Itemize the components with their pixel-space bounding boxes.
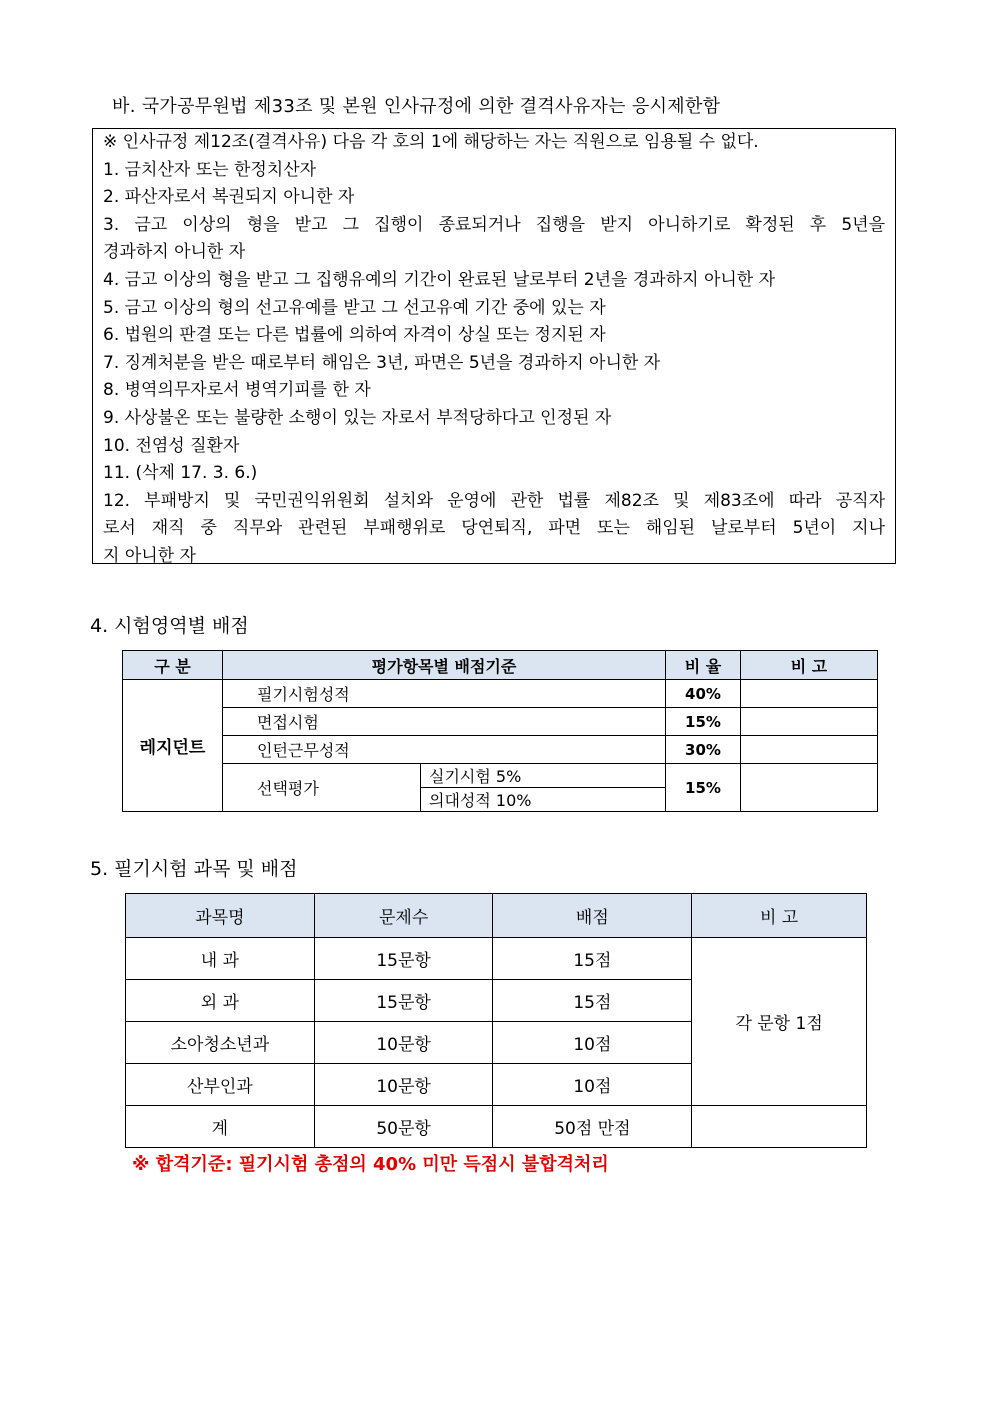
subject-cell: 외 과 — [126, 980, 315, 1022]
rule-item: 지 아니한 자 — [103, 545, 196, 566]
ratio-value: 15% — [666, 764, 741, 812]
criteria-subitem: 의대성적 10% — [421, 788, 666, 812]
total-label: 계 — [126, 1106, 315, 1148]
disqualification-intro: 바. 국가공무원법 제33조 및 본원 인사규정에 의한 결격사유자는 응시제한함 — [112, 96, 721, 117]
rule-item: 9. 사상불온 또는 불량한 소행이 있는 자로서 부적당하다고 인정된 자 — [103, 407, 612, 428]
header-score: 배점 — [493, 894, 692, 938]
score-cell: 15점 — [493, 938, 692, 980]
criteria-subitem: 실기시험 5% — [421, 764, 666, 788]
header-note: 비 고 — [692, 894, 867, 938]
count-cell: 15문항 — [314, 938, 493, 980]
header-criteria: 평가항목별 배점기준 — [223, 651, 666, 680]
table-header-row — [126, 894, 867, 938]
total-score: 50점 만점 — [493, 1106, 692, 1148]
group-label: 레지던트 — [123, 680, 223, 812]
table-row — [123, 764, 878, 788]
subject-cell: 소아청소년과 — [126, 1022, 315, 1064]
total-row — [126, 1106, 867, 1148]
note-cell — [741, 708, 878, 736]
rule-item: 로서 재직 중 직무와 관련된 부패행위로 당연퇴직, 파면 또는 해임된 날로부터 5년이 지나 — [103, 518, 885, 539]
note-cell — [741, 680, 878, 708]
rule-item: 12. 부패방지 및 국민권익위원회 설치와 운영에 관한 법률 제82조 및 제83조에 따라 공직자 — [103, 490, 885, 511]
score-allocation-table — [122, 650, 878, 812]
count-cell: 10문항 — [314, 1064, 493, 1106]
criteria-item: 인턴근무성적 — [223, 736, 666, 764]
table-row — [126, 938, 867, 980]
rule-item: 5. 금고 이상의 형의 선고유예를 받고 그 선고유예 기간 중에 있는 자 — [103, 297, 606, 318]
score-cell: 15점 — [493, 980, 692, 1022]
count-cell: 15문항 — [314, 980, 493, 1022]
criteria-item: 면접시험 — [223, 708, 666, 736]
table-row — [123, 708, 878, 736]
rule-item: 10. 전염성 질환자 — [103, 435, 240, 456]
total-note — [692, 1106, 867, 1148]
ratio-value: 15% — [666, 708, 741, 736]
pass-criteria-note: ※ 합격기준: 필기시험 총점의 40% 미만 득점시 불합격처리 — [132, 1154, 609, 1175]
disqualification-rule-box — [92, 128, 896, 564]
header-count: 문제수 — [314, 894, 493, 938]
rule-item: 경과하지 아니한 자 — [103, 242, 246, 263]
note-cell — [741, 736, 878, 764]
ratio-value: 40% — [666, 680, 741, 708]
rule-item: 4. 금고 이상의 형을 받고 그 집행유예의 기간이 완료된 날로부터 2년을 경과하지 아니한 자 — [103, 269, 776, 290]
table-row — [123, 736, 878, 764]
header-ratio: 비 율 — [666, 651, 741, 680]
rule-item: 6. 법원의 판결 또는 다른 법률에 의하여 자격이 상실 또는 정지된 자 — [103, 325, 606, 346]
header-category: 구 분 — [123, 651, 223, 680]
written-exam-table — [125, 893, 867, 1148]
total-count: 50문항 — [314, 1106, 493, 1148]
section4-heading: 4. 시험영역별 배점 — [90, 615, 249, 637]
merged-note-cell: 각 문항 1점 — [692, 938, 867, 1106]
ratio-value: 30% — [666, 736, 741, 764]
score-cell: 10점 — [493, 1022, 692, 1064]
section5-heading: 5. 필기시험 과목 및 배점 — [90, 858, 298, 880]
criteria-item: 선택평가 — [223, 764, 421, 812]
rule-item: 2. 파산자로서 복권되지 아니한 자 — [103, 187, 355, 208]
rule-item: 7. 징계처분을 받은 때로부터 해임은 3년, 파면은 5년을 경과하지 아니한 자 — [103, 352, 661, 373]
subject-cell: 산부인과 — [126, 1064, 315, 1106]
rule-item: 8. 병역의무자로서 병역기피를 한 자 — [103, 380, 371, 401]
rule-item: 1. 금치산자 또는 한정치산자 — [103, 159, 317, 180]
table-row — [123, 680, 878, 708]
header-subject: 과목명 — [126, 894, 315, 938]
header-note: 비 고 — [741, 651, 878, 680]
count-cell: 10문항 — [314, 1022, 493, 1064]
rule-box-title: ※ 인사규정 제12조(결격사유) 다음 각 호의 1에 해당하는 자는 직원으로 임용될 수 없다. — [103, 132, 759, 152]
rule-item: 3. 금고 이상의 형을 받고 그 집행이 종료되거나 집행을 받지 아니하기로 확정된 후 5년을 — [103, 214, 885, 235]
subject-cell: 내 과 — [126, 938, 315, 980]
note-cell — [741, 764, 878, 812]
score-cell: 10점 — [493, 1064, 692, 1106]
table-header-row — [123, 651, 878, 680]
criteria-item: 필기시험성적 — [223, 680, 666, 708]
rule-item: 11. (삭제 17. 3. 6.) — [103, 463, 258, 484]
